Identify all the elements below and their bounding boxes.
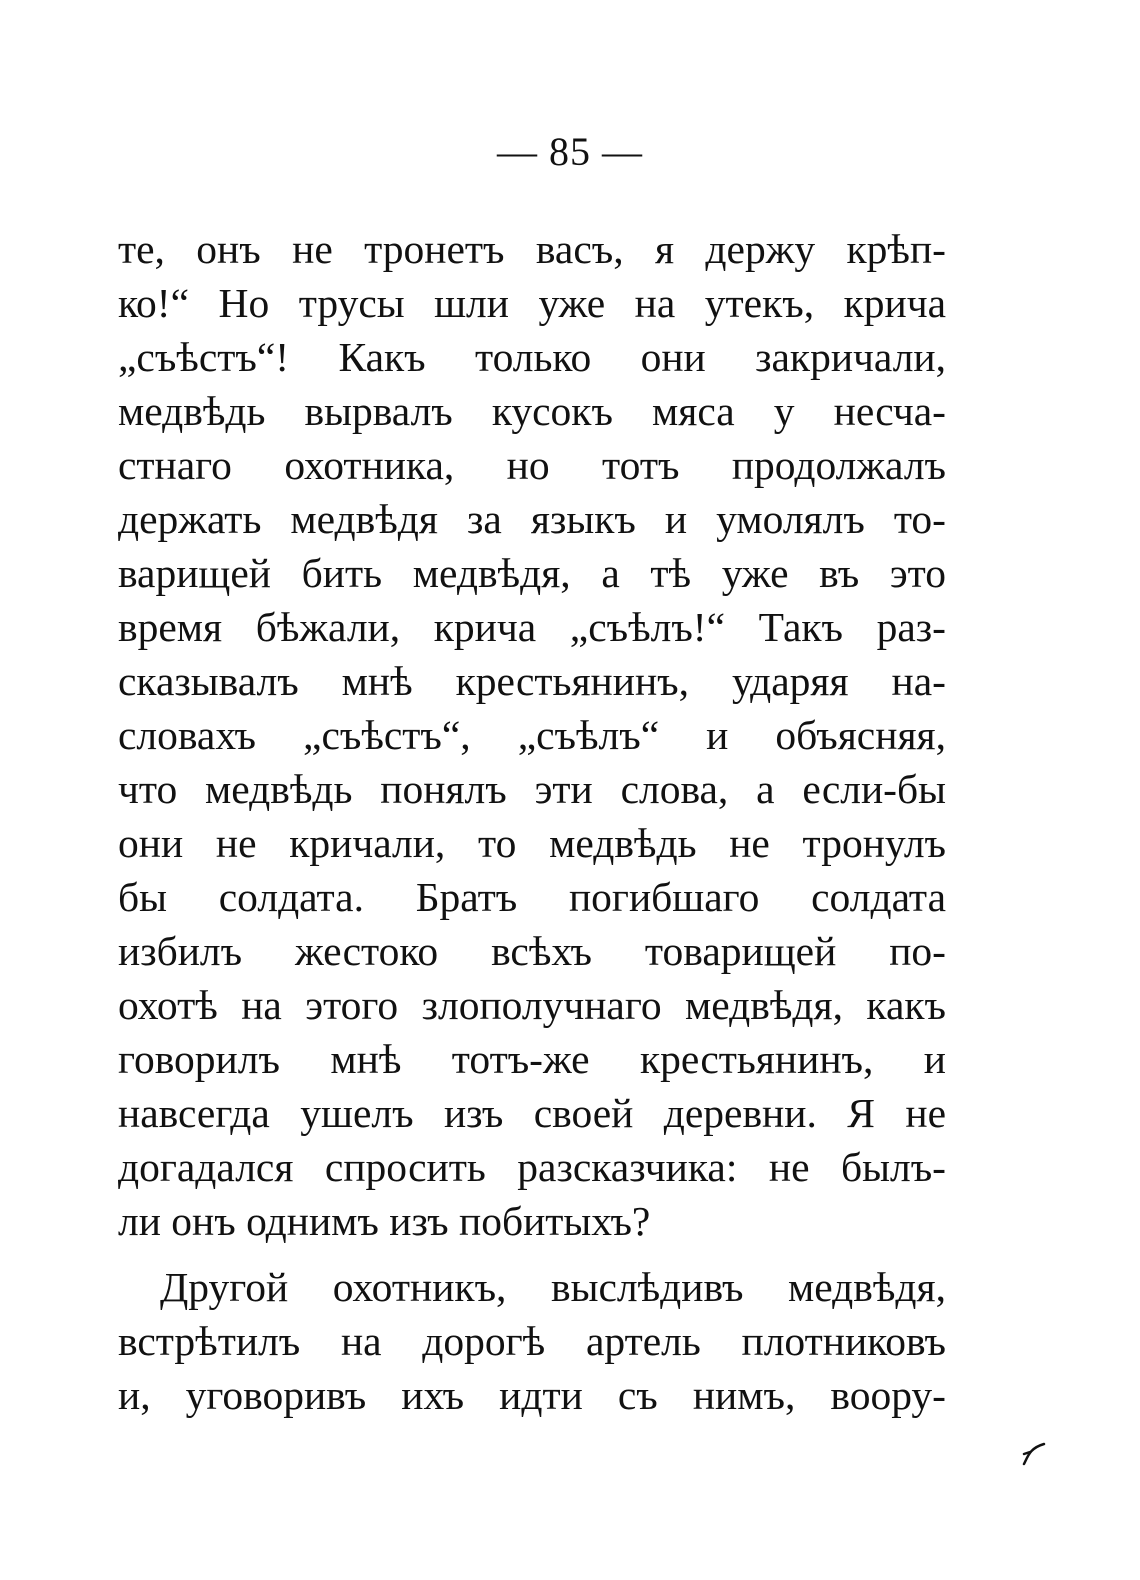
- text-line: и, уговоривъ ихъ идти съ нимъ, воору-: [118, 1372, 946, 1418]
- text-line: они не кричали, то медвѣдь не тронулъ: [118, 820, 946, 866]
- text-line: ли онъ однимъ изъ побитыхъ?: [118, 1198, 651, 1244]
- paragraph-2: [118, 1260, 946, 1422]
- text-line: сказывалъ мнѣ крестьянинъ, ударяя на-: [118, 658, 946, 704]
- text-line: время бѣжали, крича „съѣлъ!“ Такъ раз-: [118, 604, 946, 650]
- text-line: держать медвѣдя за языкъ и умолялъ то-: [118, 496, 946, 542]
- text-line: бы солдата. Братъ погибшаго солдата: [118, 874, 946, 920]
- text-line: стнаго охотника, но тотъ продолжалъ: [118, 442, 946, 488]
- text-line: Другой охотникъ, выслѣдивъ медвѣдя,: [160, 1264, 946, 1310]
- text-line: говорилъ мнѣ тотъ-же крестьянинъ, и: [118, 1036, 946, 1082]
- text-line: те, онъ не тронетъ васъ, я держу крѣп-: [118, 226, 946, 272]
- body-text: [118, 222, 946, 1422]
- page-number: — 85 —: [497, 129, 643, 174]
- text-line: ко!“ Но трусы шли уже на утекъ, крича: [118, 280, 946, 326]
- text-line: словахъ „съѣстъ“, „съѣлъ“ и объясняя,: [118, 712, 946, 758]
- text-line: варищей бить медвѣдя, а тѣ уже въ это: [118, 550, 946, 596]
- text-line: что медвѣдь понялъ эти слова, а если-бы: [118, 766, 946, 812]
- text-line: навсегда ушелъ изъ своей деревни. Я не: [118, 1090, 946, 1136]
- paragraph-1: [118, 222, 946, 1248]
- text-line: „съѣстъ“! Какъ только они закричали,: [118, 334, 946, 380]
- text-line: охотѣ на этого злополучнаго медвѣдя, какъ: [118, 982, 946, 1028]
- ink-mark-icon: [1018, 1438, 1048, 1468]
- text-line: избилъ жестоко всѣхъ товарищей по-: [118, 928, 946, 974]
- text-line: встрѣтилъ на дорогѣ артель плотниковъ: [118, 1318, 946, 1364]
- text-line: догадался спросить разсказчика: не былъ-: [118, 1144, 946, 1190]
- text-line: медвѣдь вырвалъ кусокъ мяса у несча-: [118, 388, 946, 434]
